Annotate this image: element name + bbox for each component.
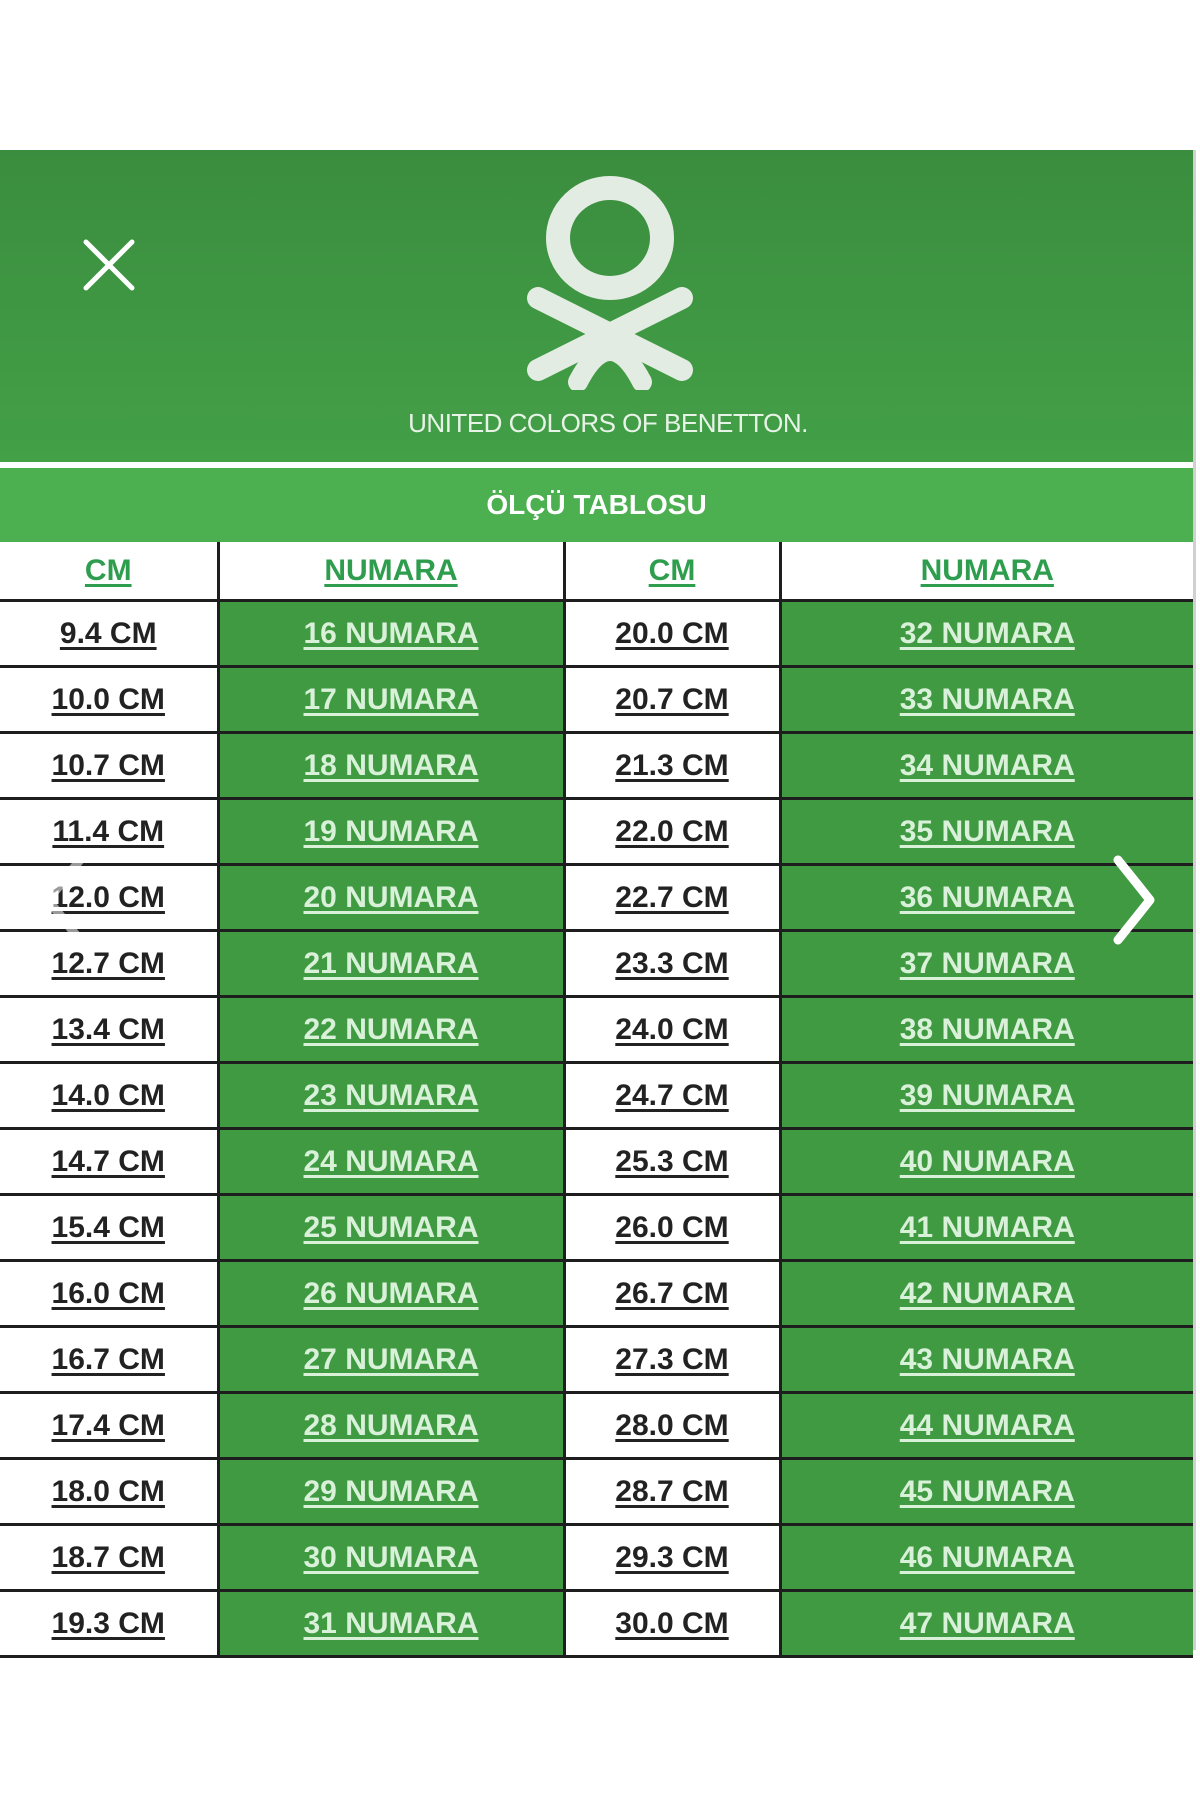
chevron-left-icon [30, 850, 100, 950]
numara-cell: 23 NUMARA [218, 1063, 564, 1129]
cm-cell: 28.0 CM [564, 1393, 780, 1459]
column-header-numara: NUMARA [218, 542, 564, 601]
brand-header [0, 150, 1193, 462]
cm-cell: 20.0 CM [564, 601, 780, 667]
benetton-logo [510, 170, 710, 390]
numara-cell: 28 NUMARA [218, 1393, 564, 1459]
cm-cell: 24.7 CM [564, 1063, 780, 1129]
numara-cell: 26 NUMARA [218, 1261, 564, 1327]
cm-cell: 18.0 CM [0, 1459, 218, 1525]
cm-cell: 16.7 CM [0, 1327, 218, 1393]
numara-cell: 41 NUMARA [780, 1195, 1193, 1261]
cm-cell: 24.0 CM [564, 997, 780, 1063]
numara-cell: 32 NUMARA [780, 601, 1193, 667]
numara-cell: 30 NUMARA [218, 1525, 564, 1591]
numara-cell: 22 NUMARA [218, 997, 564, 1063]
numara-cell: 43 NUMARA [780, 1327, 1193, 1393]
cm-cell: 16.0 CM [0, 1261, 218, 1327]
table-row [0, 1129, 1193, 1195]
cm-cell: 11.4 CM [0, 799, 218, 865]
numara-cell: 19 NUMARA [218, 799, 564, 865]
numara-cell: 17 NUMARA [218, 667, 564, 733]
cm-cell: 28.7 CM [564, 1459, 780, 1525]
table-row [0, 1393, 1193, 1459]
numara-cell: 20 NUMARA [218, 865, 564, 931]
cm-cell: 25.3 CM [564, 1129, 780, 1195]
cm-cell: 12.0 CM [0, 865, 218, 931]
cm-cell: 20.7 CM [564, 667, 780, 733]
cm-cell: 26.0 CM [564, 1195, 780, 1261]
cm-cell: 17.4 CM [0, 1393, 218, 1459]
table-row [0, 799, 1193, 865]
numara-cell: 34 NUMARA [780, 733, 1193, 799]
numara-cell: 24 NUMARA [218, 1129, 564, 1195]
cm-cell: 21.3 CM [564, 733, 780, 799]
close-icon [74, 230, 144, 300]
table-title: ÖLÇÜ TABLOSU [0, 468, 1193, 542]
numara-cell: 31 NUMARA [218, 1591, 564, 1657]
numara-cell: 25 NUMARA [218, 1195, 564, 1261]
previous-image-button[interactable] [30, 850, 100, 950]
numara-cell: 39 NUMARA [780, 1063, 1193, 1129]
table-row [0, 1525, 1193, 1591]
image-viewer [0, 150, 1200, 1650]
chevron-right-icon [1098, 850, 1168, 950]
cm-cell: 14.7 CM [0, 1129, 218, 1195]
cm-cell: 26.7 CM [564, 1261, 780, 1327]
table-row [0, 865, 1193, 931]
numara-cell: 37 NUMARA [780, 931, 1193, 997]
numara-cell: 35 NUMARA [780, 799, 1193, 865]
table-row [0, 1195, 1193, 1261]
next-image-button[interactable] [1098, 850, 1168, 950]
cm-cell: 9.4 CM [0, 601, 218, 667]
table-row [0, 1063, 1193, 1129]
table-row [0, 733, 1193, 799]
cm-cell: 15.4 CM [0, 1195, 218, 1261]
table-header-row [0, 542, 1193, 601]
table-row [0, 601, 1193, 667]
numara-cell: 46 NUMARA [780, 1525, 1193, 1591]
cm-cell: 30.0 CM [564, 1591, 780, 1657]
numara-cell: 16 NUMARA [218, 601, 564, 667]
table-row [0, 1261, 1193, 1327]
cm-cell: 19.3 CM [0, 1591, 218, 1657]
numara-cell: 44 NUMARA [780, 1393, 1193, 1459]
cm-cell: 22.0 CM [564, 799, 780, 865]
cm-cell: 10.0 CM [0, 667, 218, 733]
cm-cell: 14.0 CM [0, 1063, 218, 1129]
numara-cell: 33 NUMARA [780, 667, 1193, 733]
cm-cell: 29.3 CM [564, 1525, 780, 1591]
table-row [0, 667, 1193, 733]
cm-cell: 22.7 CM [564, 865, 780, 931]
column-header-cm: CM [564, 542, 780, 601]
table-row [0, 1459, 1193, 1525]
table-row [0, 931, 1193, 997]
numara-cell: 42 NUMARA [780, 1261, 1193, 1327]
numara-cell: 36 NUMARA [780, 865, 1193, 931]
table-row [0, 997, 1193, 1063]
table-row [0, 1327, 1193, 1393]
numara-cell: 21 NUMARA [218, 931, 564, 997]
size-table [0, 542, 1193, 1658]
column-header-numara: NUMARA [780, 542, 1193, 601]
numara-cell: 18 NUMARA [218, 733, 564, 799]
numara-cell: 47 NUMARA [780, 1591, 1193, 1657]
cm-cell: 12.7 CM [0, 931, 218, 997]
close-button[interactable] [74, 230, 144, 300]
cm-cell: 10.7 CM [0, 733, 218, 799]
numara-cell: 29 NUMARA [218, 1459, 564, 1525]
size-chart-image [0, 150, 1196, 1650]
numara-cell: 38 NUMARA [780, 997, 1193, 1063]
cm-cell: 23.3 CM [564, 931, 780, 997]
cm-cell: 18.7 CM [0, 1525, 218, 1591]
numara-cell: 40 NUMARA [780, 1129, 1193, 1195]
table-row [0, 1591, 1193, 1657]
size-table-body [0, 601, 1193, 1657]
numara-cell: 45 NUMARA [780, 1459, 1193, 1525]
brand-name: UNITED COLORS OF BENETTON. [408, 408, 808, 438]
numara-cell: 27 NUMARA [218, 1327, 564, 1393]
cm-cell: 13.4 CM [0, 997, 218, 1063]
column-header-cm: CM [0, 542, 218, 601]
cm-cell: 27.3 CM [564, 1327, 780, 1393]
